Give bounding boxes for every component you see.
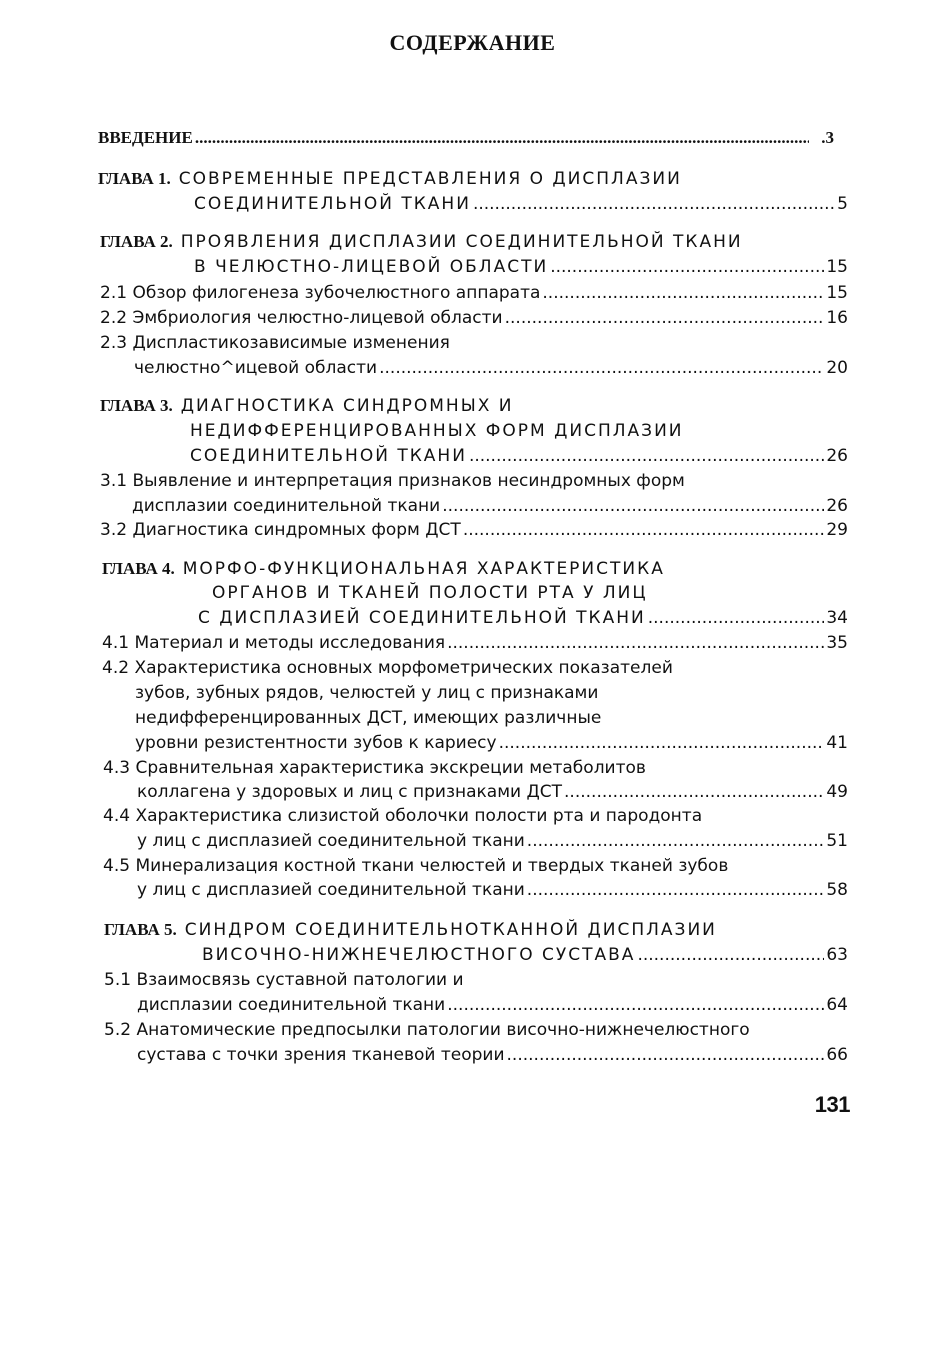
section-3-1-line-1: 3.1 Выявление и интерпретация признаков несиндромных форм: [100, 471, 685, 491]
chapter-4-title-line-2: ОРГАНОВ И ТКАНЕЙ ПОЛОСТИ РТА У ЛИЦ: [212, 583, 648, 603]
toc-intro: [98, 128, 834, 154]
chapter-2-page: 15: [826, 257, 848, 277]
leader-dots: [507, 1045, 825, 1065]
toc-intro-page: .3: [821, 128, 834, 147]
page-number: 131: [814, 1092, 850, 1117]
chapter-4-title-line-3: С ДИСПЛАЗИЕЙ СОЕДИНИТЕЛЬНОЙ ТКАНИ ..... 34: [198, 608, 848, 634]
section-2-2: 2.2 Эмбриология челюстно-лицевой области ..... 16: [100, 308, 848, 334]
leader-dots: [473, 194, 835, 214]
page-title: СОДЕРЖАНИЕ: [389, 30, 556, 55]
section-4-2-line-3: недифференцированных ДСТ, имеющих различные: [135, 708, 602, 728]
leader-dots: [442, 496, 824, 516]
section-4-3-line-2: коллагена у здоровых и лиц с признаками ДСТ ..... 49: [137, 782, 848, 808]
section-5-2-line-2: сустава с точки зрения тканевой теории ..... 66: [137, 1045, 848, 1071]
section-3-1-line-2: дисплазии соединительной ткани ..... 26: [132, 496, 848, 522]
leader-dots: [527, 880, 825, 900]
leader-dots: [550, 257, 824, 277]
leader-dots: [564, 782, 824, 802]
section-4-2-line-2: зубов, зубных рядов, челюстей у лиц с признаками: [135, 683, 599, 703]
chapter-2-label: ГЛАВА 2.: [100, 232, 173, 251]
leader-dots: [379, 358, 824, 378]
section-4-5-line-1: 4.5 Минерализация костной ткани челюстей и твердых тканей зубов: [103, 856, 729, 876]
section-5-1-line-2: дисплазии соединительной ткани ..... 64: [137, 995, 848, 1021]
chapter-5-label: ГЛАВА 5.: [104, 920, 177, 939]
chapter-1-title-line-2: СОЕДИНИТЕЛЬНОЙ ТКАНИ ..... 5: [194, 194, 848, 220]
chapter-4-page: 34: [826, 608, 848, 628]
leader-dots: [505, 308, 825, 328]
chapter-3-title-line-3: СОЕДИНИТЕЛЬНОЙ ТКАНИ ..... 26: [190, 446, 848, 472]
section-4-2-line-4: уровни резистентности зубов к кариесу ..... 41: [135, 733, 848, 759]
leader-dots: [499, 733, 825, 753]
section-4-2-line-1: 4.2 Характеристика основных морфометрических показателей: [102, 658, 673, 678]
chapter-2-title-line-2: В ЧЕЛЮСТНО-ЛИЦЕВОЙ ОБЛАСТИ ..... 15: [194, 257, 848, 283]
leader-dots: [447, 633, 824, 653]
chapter-2-title-line-1: ГЛАВА 2. ПРОЯВЛЕНИЯ ДИСПЛАЗИИ СОЕДИНИТЕЛЬНОЙ ТКАНИ: [100, 232, 743, 252]
section-2-3-line-2: челюстно^ицевой области ..... 20: [134, 358, 848, 384]
section-5-2-line-1: 5.2 Анатомические предпосылки патологии височно-нижнечелюстного: [104, 1020, 750, 1040]
chapter-1-label: ГЛАВА 1.: [98, 169, 171, 188]
chapter-3-title-line-2: НЕДИФФЕРЕНЦИРОВАННЫХ ФОРМ ДИСПЛАЗИИ: [190, 421, 684, 441]
section-2-1: 2.1 Обзор филогенеза зубочелюстного аппарата ..... 15: [100, 283, 848, 309]
leader-dots: [447, 995, 824, 1015]
chapter-3-page: 26: [826, 446, 848, 466]
leader-dots: [469, 446, 824, 466]
chapter-5-title-line-2: ВИСОЧНО-НИЖНЕЧЕЛЮСТНОГО СУСТАВА ..... 63: [202, 945, 848, 971]
leader-dots: [637, 945, 824, 965]
chapter-4-title-line-1: ГЛАВА 4. МОРФО-ФУНКЦИОНАЛЬНАЯ ХАРАКТЕРИСТИКА: [102, 559, 665, 579]
section-4-5-line-2: у лиц с дисплазией соединительной ткани ..... 58: [137, 880, 848, 906]
section-4-4-line-1: 4.4 Характеристика слизистой оболочки полости рта и пародонта: [103, 806, 703, 826]
leader-dots: [463, 520, 825, 540]
chapter-5-title-line-1: ГЛАВА 5. СИНДРОМ СОЕДИНИТЕЛЬНОТКАННОЙ ДИСПЛАЗИИ: [104, 920, 717, 940]
chapter-4-label: ГЛАВА 4.: [102, 559, 175, 578]
leader-dots: [195, 128, 809, 148]
section-2-3-line-1: 2.3 Диспластикозависимые изменения: [100, 333, 450, 353]
leader-dots: [542, 283, 824, 303]
chapter-3-title-line-1: ГЛАВА 3. ДИАГНОСТИКА СИНДРОМНЫХ И: [100, 396, 514, 416]
section-4-1: 4.1 Материал и методы исследования ..... 35: [102, 633, 848, 659]
leader-dots: [648, 608, 825, 628]
section-5-1-line-1: 5.1 Взаимосвязь суставной патологии и: [104, 970, 464, 990]
chapter-5-page: 63: [826, 945, 848, 965]
chapter-1-title-line-1: ГЛАВА 1. СОВРЕМЕННЫЕ ПРЕДСТАВЛЕНИЯ О ДИСПЛАЗИИ: [98, 169, 682, 189]
leader-dots: [527, 831, 825, 851]
toc-intro-title: ВВЕДЕНИЕ: [98, 128, 193, 147]
section-4-4-line-2: у лиц с дисплазией соединительной ткани ..... 51: [137, 831, 848, 857]
chapter-3-label: ГЛАВА 3.: [100, 396, 173, 415]
section-3-2: 3.2 Диагностика синдромных форм ДСТ ..... 29: [100, 520, 848, 546]
chapter-1-page: 5: [837, 194, 848, 214]
section-4-3-line-1: 4.3 Сравнительная характеристика экскреции метаболитов: [103, 758, 646, 778]
